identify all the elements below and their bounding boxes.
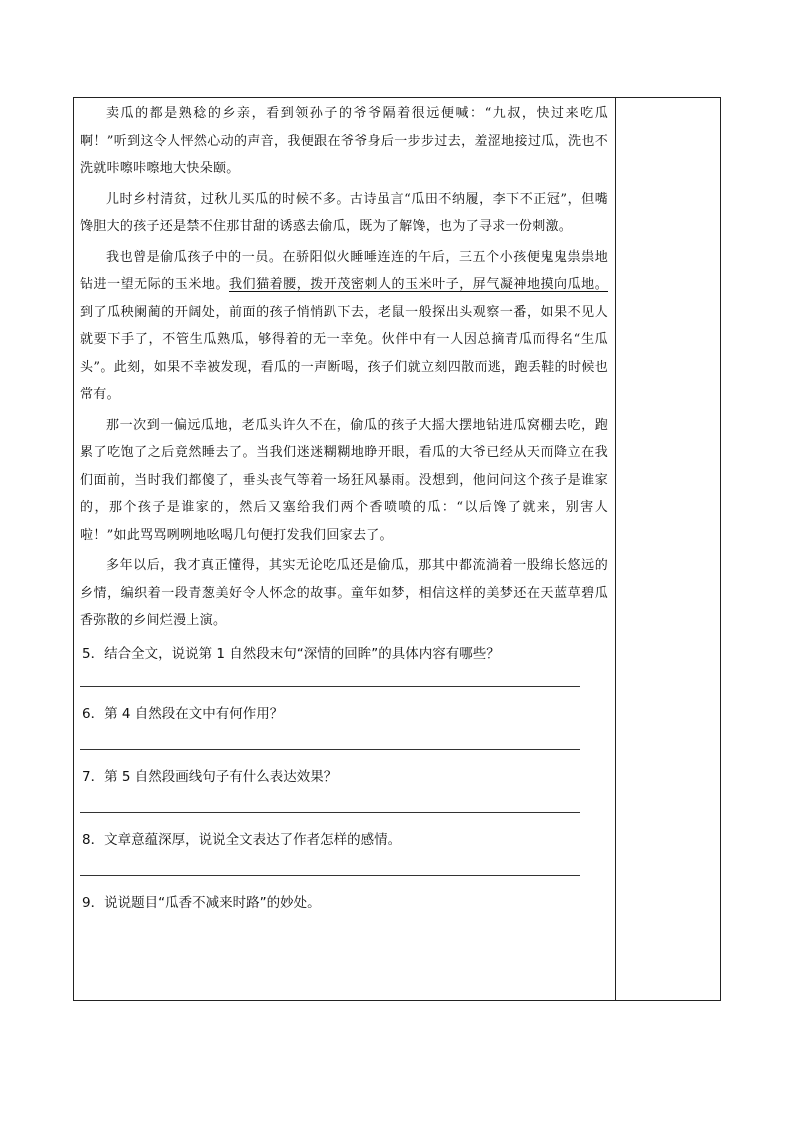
question-5: 5．结合全文，说说第 1 自然段末句“深情的回眸”的具体内容有哪些？ [82,645,500,662]
paragraph-1: 卖瓜的都是熟稔的乡亲，看到领孙子的爷爷隔着很远便喊：“九叔，快过来吃瓜啊！”听到这令人怦然心动的声音，我便跟在爷爷身后一步步过去，羞涩地接过瓜，洗也不洗就咔嚓咔嚓地大快朵颐。 [80,106,608,176]
passage-content [80,100,608,916]
paragraph-2: 儿时乡村清贫，过秋儿买瓜的时候不多。古诗虽言“瓜田不纳履，李下不正冠”，但嘴馋胆大的孩子还是禁不住那甘甜的诱惑去偷瓜，既为了解馋，也为了寻求一份刺激。 [80,191,608,234]
question-8: 8．文章意蕴深厚，说说全文表达了作者怎样的感情。 [82,831,402,848]
paragraph-3-start: 我也曾是偷瓜孩子中的一员。在骄阳似火睡唾连连的午后，三五个小孩便鬼鬼祟祟地钻进一望无际的玉米地。 [80,249,608,292]
paragraph-4: 那一次到一偏远瓜地，老瓜头许久不在，偷瓜的孩子大摇大摆地钻进瓜窝棚去吃，跑累了吃饱了之后竟然睡去了。当我们迷迷糊糊地睁开眼，看瓜的大爷已经从天而降立在我们面前，当时我们都傻了，垂头丧气等着一场狂风暴雨。没想到，他问问这个孩子是谁家的，那个孩子是谁家的，然后又塞给我们两个香喷喷的瓜：“以后馋了就来，别害人啦！”如此骂骂咧咧地吆喝几句便打发我们回家去了。 [80,417,608,543]
question-9: 9．说说题目“瓜香不减来时路”的妙处。 [82,894,321,911]
paragraph-3-end: 到了瓜秧阑蔺的开阔处，前面的孩子悄悄趴下去，老鼠一般探出头观察一番，如果不见人就要下手了，不管生瓜熟瓜，够得着的无一幸免。伙伴中有一人因总摘青瓜而得名“生瓜头”。此刻，如果不幸被发现，看瓜的一声断喝，孩子们就立刻四散而逃，跑丢鞋的时候也常有。 [80,304,608,402]
question-7: 7．第 5 自然段画线句子有什么表达效果？ [82,768,338,785]
paragraph-3 [80,244,608,409]
column-divider [615,97,616,1001]
paragraph-5: 多年以后，我才真正懂得，其实无论吃瓜还是偷瓜，那其中都流淌着一股绵长悠远的乡情，编织着一段青葱美好令人怀念的故事。童年如梦，相信这样的美梦还在天蓝草碧瓜香弥散的乡间烂漫上演。 [80,558,608,628]
question-6: 6．第 4 自然段在文中有何作用？ [82,705,284,722]
underlined-sentence: 我们猫着腰，拨开茂密刺人的玉米叶子，屏气凝神地摸向瓜地。 [229,277,608,292]
